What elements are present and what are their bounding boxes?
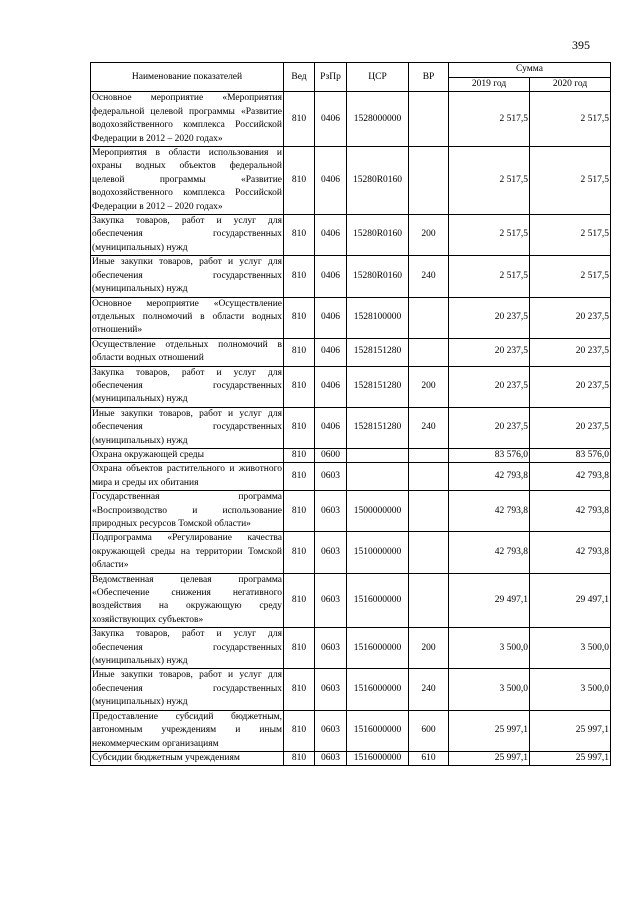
cell-csr: 1510000000 [347,532,409,573]
cell-csr: 1516000000 [347,628,409,669]
cell-csr: 1528151280 [347,407,409,448]
header-name: Наименование показателей [91,63,284,92]
cell-vr: 200 [409,628,449,669]
header-sum: Сумма [449,63,611,78]
cell-csr: 1528151280 [347,366,409,407]
cell-2019: 42 793,8 [449,491,530,532]
table-row [91,710,611,751]
cell-ved: 810 [284,297,315,338]
cell-name: Ведомственная целевая программа «Обеспечение снижения негативного воздействия на окружающую среду хозяйствующих субъектов» [91,573,284,628]
cell-rzpr: 0603 [315,628,347,669]
table-row [91,366,611,407]
cell-name: Осуществление отдельных полномочий в области водных отношений [91,338,284,366]
cell-2019: 2 517,5 [449,92,530,147]
cell-csr: 1528100000 [347,297,409,338]
cell-rzpr: 0406 [315,256,347,297]
cell-rzpr: 0406 [315,366,347,407]
cell-2019: 20 237,5 [449,297,530,338]
cell-name: Основное мероприятие «Осуществление отдельных полномочий в области водных отношений» [91,297,284,338]
cell-vr: 240 [409,256,449,297]
cell-name: Государственная программа «Воспроизводство и использование природных ресурсов Томской области» [91,491,284,532]
cell-vr: 240 [409,407,449,448]
cell-ved: 810 [284,669,315,710]
cell-ved: 810 [284,366,315,407]
cell-rzpr: 0406 [315,297,347,338]
cell-2020: 29 497,1 [530,573,611,628]
header-ved: Вед [284,63,315,92]
cell-vr: 200 [409,215,449,256]
cell-rzpr: 0603 [315,532,347,573]
budget-table [90,62,611,766]
cell-csr: 15280R0160 [347,256,409,297]
cell-name: Иные закупки товаров, работ и услуг для обеспечения государственных (муниципальных) нужд [91,256,284,297]
cell-2019: 20 237,5 [449,338,530,366]
cell-ved: 810 [284,628,315,669]
cell-rzpr: 0406 [315,92,347,147]
cell-rzpr: 0406 [315,215,347,256]
cell-ved: 810 [284,448,315,462]
cell-csr [347,463,409,491]
cell-name: Охрана окружающей среды [91,448,284,462]
cell-vr: 610 [409,751,449,765]
cell-rzpr: 0603 [315,751,347,765]
cell-vr: 200 [409,366,449,407]
cell-ved: 810 [284,338,315,366]
header-vr: ВР [409,63,449,92]
table-row [91,448,611,462]
cell-ved: 810 [284,256,315,297]
cell-2020: 20 237,5 [530,338,611,366]
cell-ved: 810 [284,147,315,215]
cell-2020: 2 517,5 [530,215,611,256]
cell-csr: 1516000000 [347,669,409,710]
cell-vr [409,147,449,215]
cell-rzpr: 0603 [315,463,347,491]
table-row [91,297,611,338]
cell-vr [409,573,449,628]
cell-2019: 20 237,5 [449,366,530,407]
table-body [91,92,611,766]
cell-ved: 810 [284,463,315,491]
cell-2019: 25 997,1 [449,710,530,751]
cell-2020: 2 517,5 [530,147,611,215]
cell-ved: 810 [284,532,315,573]
cell-2019: 42 793,8 [449,463,530,491]
cell-csr: 1500000000 [347,491,409,532]
cell-name: Мероприятия в области использования и охраны водных объектов федеральной целевой программы «Развитие водохозяйственного комплекса Российской Федерации в 2012 – 2020 годах» [91,147,284,215]
cell-rzpr: 0406 [315,147,347,215]
cell-csr: 1516000000 [347,573,409,628]
cell-csr: 1516000000 [347,710,409,751]
cell-name: Иные закупки товаров, работ и услуг для обеспечения государственных (муниципальных) нужд [91,669,284,710]
cell-ved: 810 [284,92,315,147]
cell-csr: 15280R0160 [347,147,409,215]
table-row [91,463,611,491]
table-row [91,573,611,628]
cell-name: Основное мероприятие «Мероприятия федеральной целевой программы «Развитие водохозяйственного комплекса Российской Федерации в 2012 – 2020 годах» [91,92,284,147]
table-row [91,338,611,366]
table-row [91,532,611,573]
cell-2020: 42 793,8 [530,532,611,573]
cell-2020: 3 500,0 [530,628,611,669]
cell-2020: 25 997,1 [530,751,611,765]
cell-csr: 1528000000 [347,92,409,147]
cell-rzpr: 0600 [315,448,347,462]
cell-2020: 42 793,8 [530,463,611,491]
cell-2020: 2 517,5 [530,92,611,147]
cell-2019: 2 517,5 [449,215,530,256]
header-2020: 2020 год [530,78,611,92]
cell-2019: 3 500,0 [449,669,530,710]
cell-ved: 810 [284,573,315,628]
cell-2020: 83 576,0 [530,448,611,462]
table-row [91,669,611,710]
cell-2020: 2 517,5 [530,256,611,297]
cell-2019: 29 497,1 [449,573,530,628]
cell-2020: 3 500,0 [530,669,611,710]
cell-name: Подпрограмма «Регулирование качества окружающей среды на территории Томской области» [91,532,284,573]
cell-vr: 240 [409,669,449,710]
cell-name: Предоставление субсидий бюджетным, автономным учреждениям и иным некоммерческим организациям [91,710,284,751]
cell-name: Иные закупки товаров, работ и услуг для обеспечения государственных (муниципальных) нужд [91,407,284,448]
cell-name: Субсидии бюджетным учреждениям [91,751,284,765]
cell-rzpr: 0603 [315,710,347,751]
cell-rzpr: 0603 [315,573,347,628]
cell-2020: 20 237,5 [530,366,611,407]
table-row [91,628,611,669]
cell-2019: 3 500,0 [449,628,530,669]
cell-csr: 15280R0160 [347,215,409,256]
cell-ved: 810 [284,215,315,256]
header-rzpr: РзПр [315,63,347,92]
cell-csr: 1528151280 [347,338,409,366]
cell-2020: 25 997,1 [530,710,611,751]
cell-rzpr: 0603 [315,669,347,710]
cell-csr [347,448,409,462]
cell-name: Закупка товаров, работ и услуг для обеспечения государственных (муниципальных) нужд [91,215,284,256]
table-row [91,407,611,448]
cell-2019: 20 237,5 [449,407,530,448]
cell-2019: 83 576,0 [449,448,530,462]
cell-vr [409,448,449,462]
cell-rzpr: 0603 [315,491,347,532]
cell-2019: 2 517,5 [449,256,530,297]
cell-2019: 42 793,8 [449,532,530,573]
cell-csr: 1516000000 [347,751,409,765]
header-csr: ЦСР [347,63,409,92]
cell-name: Закупка товаров, работ и услуг для обеспечения государственных (муниципальных) нужд [91,628,284,669]
page-number: 395 [572,38,590,52]
table-row [91,92,611,147]
cell-vr [409,338,449,366]
cell-vr [409,92,449,147]
cell-2019: 2 517,5 [449,147,530,215]
cell-ved: 810 [284,491,315,532]
table-row [91,491,611,532]
cell-2020: 20 237,5 [530,407,611,448]
table-row [91,256,611,297]
cell-ved: 810 [284,751,315,765]
header-2019: 2019 год [449,78,530,92]
cell-vr [409,297,449,338]
cell-rzpr: 0406 [315,407,347,448]
cell-2020: 42 793,8 [530,491,611,532]
cell-name: Закупка товаров, работ и услуг для обеспечения государственных (муниципальных) нужд [91,366,284,407]
cell-name: Охрана объектов растительного и животного мира и среды их обитания [91,463,284,491]
cell-vr: 600 [409,710,449,751]
table-row [91,215,611,256]
cell-2019: 25 997,1 [449,751,530,765]
cell-vr [409,532,449,573]
cell-2020: 20 237,5 [530,297,611,338]
cell-rzpr: 0406 [315,338,347,366]
cell-ved: 810 [284,710,315,751]
table-row [91,147,611,215]
cell-vr [409,463,449,491]
cell-ved: 810 [284,407,315,448]
cell-vr [409,491,449,532]
table-row [91,751,611,765]
